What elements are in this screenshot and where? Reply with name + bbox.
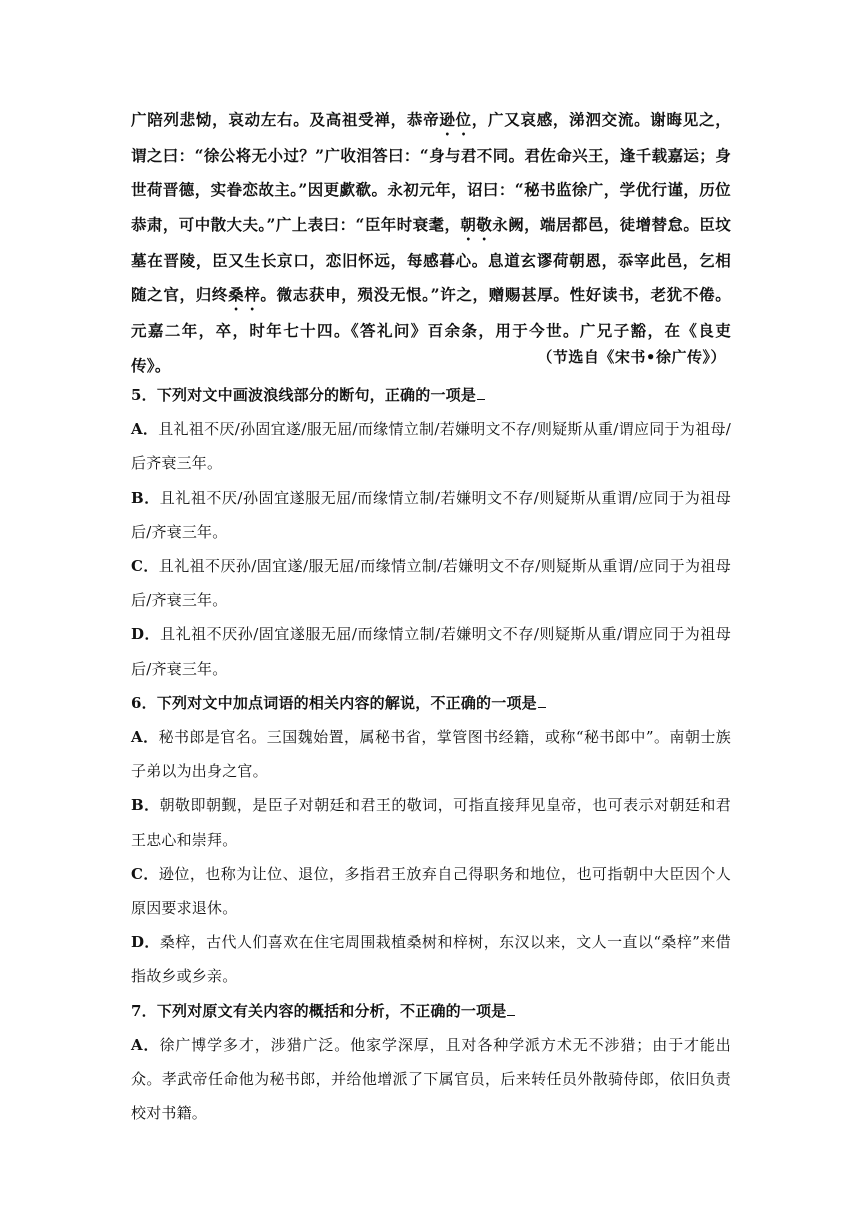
option-text: 桑梓，古代人们喜欢在住宅周围栽植桑树和梓树，东汉以来，文人一直以“桑梓”来借指故乡或乡亲。 [131, 933, 731, 986]
option-key: A． [131, 1035, 160, 1054]
question-title: 6．下列对文中加点词语的相关内容的解说，不正确的一项是 [131, 686, 731, 720]
option-text: 朝敬即朝觐，是臣子对朝廷和君王的敬词，可指直接拜见皇帝，也可表示对朝廷和君王忠心和崇拜。 [131, 796, 731, 849]
question-option [131, 481, 731, 549]
question-option [131, 720, 731, 788]
passage-text: 广陪列悲恸，哀动左右。及高祖受禅，恭帝 [131, 110, 440, 129]
dotted-term-sangzi: 桑梓 [228, 285, 261, 305]
question-option [131, 925, 731, 993]
question-option [131, 412, 731, 480]
option-key: A． [131, 420, 159, 439]
option-key: C． [131, 864, 159, 883]
passage-source: （节选自《宋书•徐广传》） [537, 348, 726, 366]
dotted-term-xunwei: 逊位 [439, 110, 472, 129]
option-key: A． [131, 728, 159, 747]
option-text: 秘书郎是官名。三国魏始置，属秘书省，掌管图书经籍，或称“秘书郎中”。南朝士族子弟以为出身之官。 [131, 728, 731, 781]
option-text: 且礼祖不厌孙/固宜遂/服无屈/而缘情立制/若嫌明文不存/则疑斯从重谓/应同于为祖母后/齐衰三年。 [131, 557, 731, 610]
dotted-term-chaojing: 朝敬 [460, 214, 493, 234]
option-text: 逊位，也称为让位、退位，多指君王放弃自己得职务和地位，也可指朝中大臣因个人原因要求退休。 [131, 864, 732, 918]
passage-text: 。微志获申，殒没无恨。”许之，赠赐甚厚。性好读书，老犹不倦。元嘉二年，卒，时年七十四。《答礼问》百余条，用于今世。广兄子豁，在《良吏传》。 [131, 285, 731, 375]
passage-text: ，广又哀感，涕泗交流。谢晦见之，谓之曰：“徐公将无小过？”广收泪答曰：“身与君不同。君佐命兴王，逢千载嘉运；身世荷晋德，实眷恋故主。”因更歔欷。永初元年，诏曰：“秘书监徐广，学优行谨，历位恭肃，可中散大夫。”广上表曰：“臣年时衰耄， [131, 110, 732, 234]
question-title: 5．下列对文中画波浪线部分的断句，正确的一项是 [131, 378, 731, 412]
question-list [131, 378, 731, 1130]
option-key: D． [131, 625, 161, 644]
option-text: 徐广博学多才，涉猎广泛。他家学深厚，且对各种学派方术无不涉猎；由于才能出众。孝武帝任命他为秘书郎，并给他增派了下属官员，后来转任员外散骑侍郎，依旧负责校对书籍。 [131, 1035, 731, 1123]
answer-blank [507, 1002, 515, 1016]
answer-blank [477, 386, 485, 400]
passage-text: 永阙，端居都邑，徒增替怠。臣坟墓在晋陵，臣又生长京口，恋旧怀远，每感暮心。息道玄谬荷朝恩，忝宰此邑，乞相随之官，归终 [131, 214, 731, 305]
option-key: D． [131, 933, 160, 952]
question-option [131, 549, 731, 617]
option-text: 且礼祖不厌/孙固宜遂服无屈/而缘情立制/若嫌明文不存/则疑斯从重谓/应同于为祖母后/齐衰三年。 [131, 488, 731, 541]
option-text: 且礼祖不厌/孙固宜遂/服无屈/而缘情立制/若嫌明文不存/则疑斯从重/谓应同于为祖母/后齐衰三年。 [131, 420, 731, 473]
option-text: 且礼祖不厌孙/固宜遂服无屈/而缘情立制/若嫌明文不存/则疑斯从重/谓应同于为祖母后/齐衰三年。 [131, 625, 731, 678]
question-option [131, 788, 731, 856]
option-key: B． [131, 796, 160, 815]
question-option [131, 857, 731, 925]
question-option [131, 1028, 731, 1131]
option-key: C． [131, 557, 159, 576]
option-key: B． [131, 488, 160, 507]
question-title: 7．下列对原文有关内容的概括和分析，不正确的一项是 [131, 994, 731, 1028]
answer-blank [538, 694, 546, 708]
question-option [131, 617, 731, 685]
